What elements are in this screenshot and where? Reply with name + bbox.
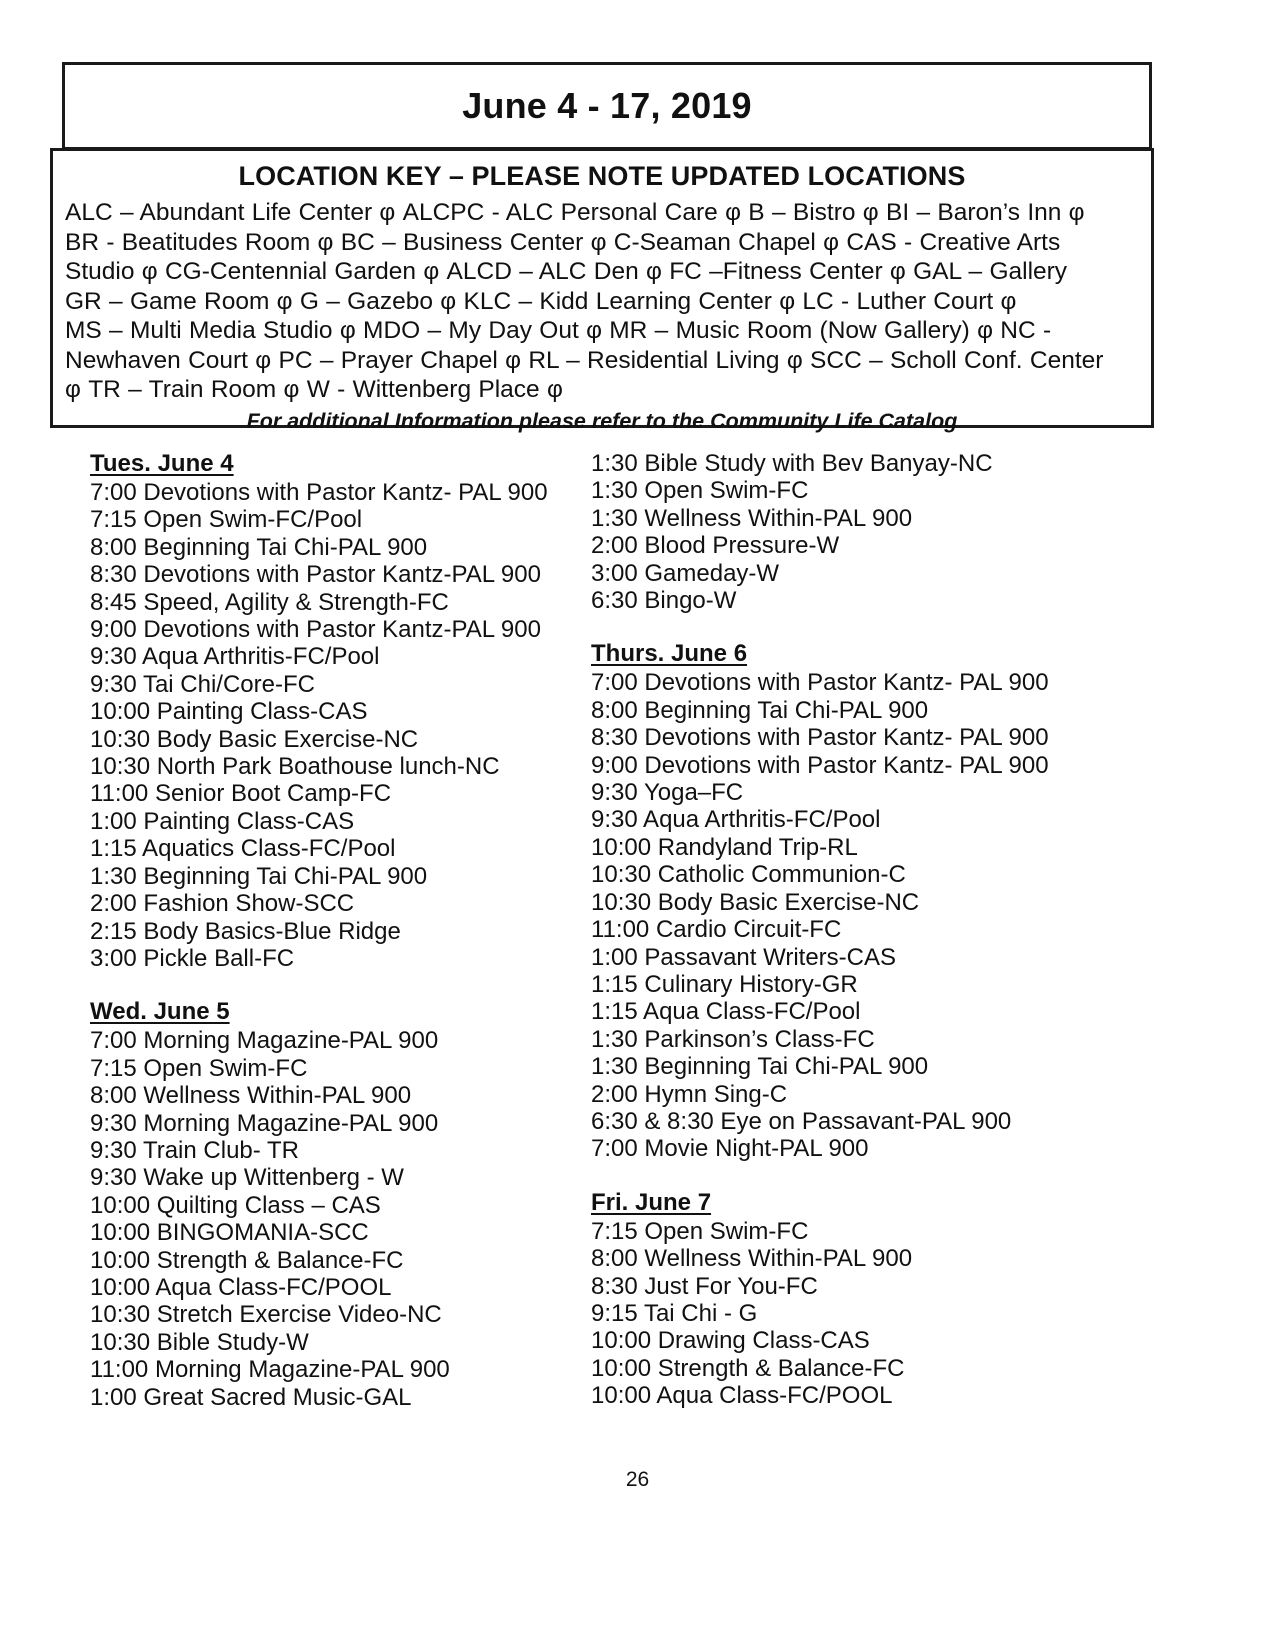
day-block <box>90 450 548 972</box>
day-heading: Tues. June 4 <box>90 450 234 477</box>
location-key-box <box>50 148 1154 433</box>
schedule-event: 8:00 Wellness Within-PAL 900 <box>591 1245 913 1273</box>
location-key-body <box>65 198 1139 405</box>
schedule-event: 8:30 Just For You-FC <box>591 1272 818 1300</box>
schedule-event: 10:00 Aqua Class-FC/POOL <box>591 1382 893 1410</box>
schedule-event: 2:00 Fashion Show-SCC <box>90 890 355 918</box>
page-title: June 4 - 17, 2019 <box>462 85 752 126</box>
location-key-line: GR – Game Room φ G – Gazebo φ KLC – Kidd Learning Center φ LC - Luther Court φ <box>65 287 1017 315</box>
schedule-column-left <box>0 450 548 1411</box>
location-key-line: Studio φ CG-Centennial Garden φ ALCD – ALC Den φ FC –Fitness Center φ GAL – Gallery <box>65 258 1068 285</box>
schedule-event: 10:00 Painting Class-CAS <box>90 698 368 726</box>
schedule-event: 10:00 Quilting Class – CAS <box>90 1191 381 1219</box>
schedule-event: 9:00 Devotions with Pastor Kantz-PAL 900 <box>90 616 541 644</box>
location-key-heading: LOCATION KEY – PLEASE NOTE UPDATED LOCATIONS <box>238 161 966 191</box>
schedule-event: 1:30 Beginning Tai Chi-PAL 900 <box>90 862 428 890</box>
schedule-event: 7:15 Open Swim-FC <box>591 1217 809 1245</box>
location-key-line: BR - Beatitudes Room φ BC – Business Center φ C-Seaman Chapel φ CAS - Creative Arts <box>65 228 1061 256</box>
schedule-event: 1:00 Passavant Writers-CAS <box>591 943 897 971</box>
location-key-line: ALC – Abundant Life Center φ ALCPC - ALC Personal Care φ B – Bistro φ BI – Baron’s Inn φ <box>65 199 1085 226</box>
schedule-event: 10:30 Stretch Exercise Video-NC <box>90 1301 442 1329</box>
location-key-line: MS – Multi Media Studio φ MDO – My Day Out φ MR – Music Room (Now Gallery) φ NC - <box>65 317 1052 344</box>
schedule-event: 7:15 Open Swim-FC/Pool <box>90 506 363 534</box>
schedule-event: 9:30 Yoga–FC <box>591 779 744 807</box>
schedule-event: 1:30 Wellness Within-PAL 900 <box>591 504 913 532</box>
schedule-event: 10:30 Catholic Communion-C <box>591 861 906 889</box>
schedule-event: 3:00 Gameday-W <box>591 559 780 587</box>
schedule-event: 1:30 Beginning Tai Chi-PAL 900 <box>591 1053 929 1081</box>
day-heading: Fri. June 7 <box>591 1188 712 1216</box>
schedule-event: 9:15 Tai Chi - G <box>591 1299 758 1327</box>
schedule-event: 10:00 BINGOMANIA-SCC <box>90 1219 369 1247</box>
day-heading: Thurs. June 6 <box>591 640 748 668</box>
schedule-event: 8:30 Devotions with Pastor Kantz-PAL 900 <box>90 561 541 589</box>
location-key-footer: For additional Information please refer to the Community Life Catalog <box>246 408 958 433</box>
schedule-event: 8:00 Beginning Tai Chi-PAL 900 <box>90 533 428 561</box>
schedule-event: 11:00 Senior Boot Camp-FC <box>90 780 392 808</box>
day-heading: Wed. June 5 <box>90 998 230 1026</box>
day-block <box>90 998 545 1411</box>
schedule-event: 1:30 Open Swim-FC <box>591 477 809 505</box>
schedule-event: 10:00 Randyland Trip-RL <box>591 833 858 861</box>
schedule-event: 10:00 Strength & Balance-FC <box>591 1354 905 1382</box>
schedule-event: 9:30 Aqua Arthritis-FC/Pool <box>591 806 881 834</box>
schedule-event: 2:15 Body Basics-Blue Ridge <box>90 917 401 945</box>
schedule-event: 2:00 Blood Pressure-W <box>591 532 840 560</box>
schedule-event: 1:15 Aquatics Class-FC/Pool <box>90 835 396 863</box>
schedule-column-right <box>545 450 1185 1411</box>
schedule-event: 10:00 Aqua Class-FC/POOL <box>90 1273 392 1301</box>
schedule-event: 7:15 Open Swim-FC <box>90 1054 308 1082</box>
schedule-event: 8:00 Beginning Tai Chi-PAL 900 <box>591 696 929 724</box>
day-block <box>591 640 1185 1162</box>
schedule-event: 1:30 Bible Study with Bev Banyay-NC <box>591 450 993 477</box>
location-key-line: φ TR – Train Room φ W - Wittenberg Place φ <box>65 376 563 403</box>
schedule-event: 1:00 Great Sacred Music-GAL <box>90 1383 412 1411</box>
schedule-event: 9:30 Aqua Arthritis-FC/Pool <box>90 643 380 671</box>
schedule-event: 1:15 Culinary History-GR <box>591 970 858 998</box>
schedule-event: 3:00 Pickle Ball-FC <box>90 944 295 972</box>
schedule-event: 11:00 Cardio Circuit-FC <box>591 916 842 944</box>
location-key-line: Newhaven Court φ PC – Prayer Chapel φ RL – Residential Living φ SCC – Scholl Conf. Center <box>65 346 1104 374</box>
schedule-event: 10:30 North Park Boathouse lunch-NC <box>90 753 500 781</box>
title-banner <box>62 62 1152 150</box>
schedule-event: 7:00 Devotions with Pastor Kantz- PAL 900 <box>591 669 1049 697</box>
schedule-event: 6:30 & 8:30 Eye on Passavant-PAL 900 <box>591 1107 1012 1135</box>
schedule-event: 9:30 Wake up Wittenberg - W <box>90 1164 404 1192</box>
schedule-event: 10:30 Bible Study-W <box>90 1328 309 1356</box>
page-number: 26 <box>625 1468 650 1491</box>
schedule-event: 9:00 Devotions with Pastor Kantz- PAL 900 <box>591 751 1049 779</box>
schedule-event: 11:00 Morning Magazine-PAL 900 <box>90 1356 450 1384</box>
schedule-event: 1:30 Parkinson’s Class-FC <box>591 1025 875 1053</box>
schedule-columns <box>0 450 1275 1411</box>
day-block <box>591 1189 1185 1410</box>
schedule-event: 8:00 Wellness Within-PAL 900 <box>90 1082 412 1110</box>
schedule-event: 1:15 Aqua Class-FC/Pool <box>591 998 861 1026</box>
schedule-event: 7:00 Movie Night-PAL 900 <box>591 1135 869 1163</box>
schedule-event: 9:30 Train Club- TR <box>90 1136 299 1164</box>
schedule-event: 10:30 Body Basic Exercise-NC <box>591 888 920 916</box>
schedule-event: 9:30 Tai Chi/Core-FC <box>90 670 315 698</box>
schedule-event: 6:30 Bingo-W <box>591 587 737 615</box>
schedule-event: 7:00 Morning Magazine-PAL 900 <box>90 1027 439 1055</box>
schedule-event: 10:00 Drawing Class-CAS <box>591 1327 870 1355</box>
schedule-event: 10:00 Strength & Balance-FC <box>90 1246 404 1274</box>
schedule-event: 8:30 Devotions with Pastor Kantz- PAL 900 <box>591 724 1049 752</box>
schedule-event: 7:00 Devotions with Pastor Kantz- PAL 900 <box>90 479 548 506</box>
schedule-event: 10:30 Body Basic Exercise-NC <box>90 725 419 753</box>
continued-events-block <box>591 450 1185 614</box>
schedule-event: 2:00 Hymn Sing-C <box>591 1080 788 1108</box>
schedule-event: 1:00 Painting Class-CAS <box>90 807 355 835</box>
schedule-event: 9:30 Morning Magazine-PAL 900 <box>90 1109 439 1137</box>
schedule-event: 8:45 Speed, Agility & Strength-FC <box>90 588 449 616</box>
